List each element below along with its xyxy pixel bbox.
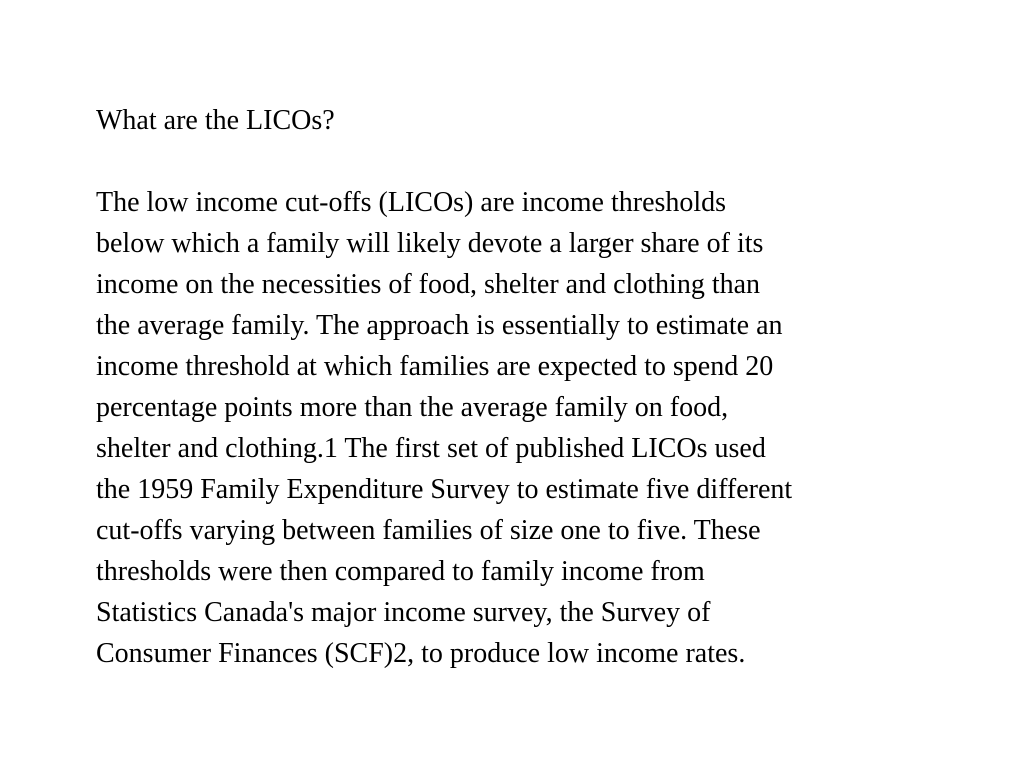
body-line: income threshold at which families are expected to spend 20 (96, 351, 774, 382)
body-line: cut-offs varying between families of size one to five. These (96, 515, 761, 546)
body-line: income on the necessities of food, shelter and clothing than (96, 269, 761, 300)
body-paragraph (96, 182, 956, 674)
body-line: the average family. The approach is essentially to estimate an (96, 310, 783, 341)
body-line: Statistics Canada's major income survey, the Survey of (96, 597, 711, 628)
body-line: thresholds were then compared to family income from (96, 556, 705, 587)
body-line: The low income cut-offs (LICOs) are income thresholds (96, 187, 727, 218)
heading-spacer (96, 141, 956, 182)
slide-content (96, 100, 956, 674)
body-line: percentage points more than the average family on food, (96, 392, 729, 423)
body-line: Consumer Finances (SCF)2, to produce low income rates. (96, 638, 746, 669)
slide-heading: What are the LICOs? (96, 105, 335, 136)
body-line: shelter and clothing.1 The first set of published LICOs used (96, 433, 766, 464)
body-line: the 1959 Family Expenditure Survey to estimate five different (96, 474, 793, 505)
body-line: below which a family will likely devote a larger share of its (96, 228, 764, 259)
